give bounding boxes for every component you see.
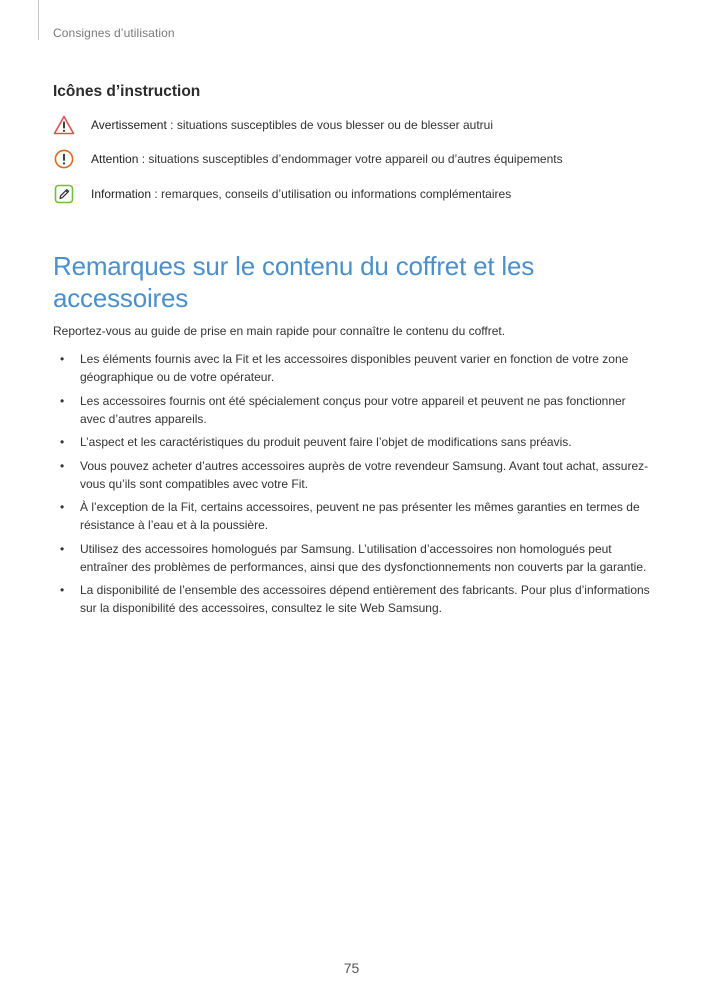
bullet-marker: • xyxy=(60,541,65,556)
list-item xyxy=(60,540,650,576)
bullet-marker: • xyxy=(60,458,65,473)
legend-text-information: : remarques, conseils d’utilisation ou informations complémentaires xyxy=(151,187,512,201)
bullet-marker: • xyxy=(60,583,65,597)
list-item-text: Les accessoires fournis ont été spécialement conçus pour votre appareil et peuvent ne pas fonctionner avec d’autres appareils. xyxy=(80,393,626,426)
bullet-marker: • xyxy=(60,500,65,514)
legend-description-warning xyxy=(91,118,493,132)
list-item-text: À l’exception de la Fit, certains accessoires, peuvent ne pas présenter les mêmes garanties en termes de résistance à l’eau et à la poussière. xyxy=(80,500,640,532)
list-item xyxy=(60,433,650,451)
bullet-marker: • xyxy=(60,393,65,408)
page-title: Remarques sur le contenu du coffret et les accessoires xyxy=(53,251,535,313)
legend-text-warning: : situations susceptibles de vous blesser ou de blesser autrui xyxy=(166,118,493,132)
list-item-text: Utilisez des accessoires homologués par Samsung. L’utilisation d’accessoires non homologués peut entraîner des problèmes de performances, ainsi que des dysfonctionnements non couverts par la garantie. xyxy=(80,541,647,574)
section-heading-icons: Icônes d’instruction xyxy=(53,83,201,100)
list-item-text: Vous pouvez acheter d’autres accessoires auprès de votre revendeur Samsung. Avant tout achat, assurez-vous qu’ils sont compatibles avec votre Fit. xyxy=(80,458,649,491)
warning-triangle-icon xyxy=(53,114,75,136)
accessories-bullet-list xyxy=(60,350,650,623)
list-item-text: La disponibilité de l’ensemble des accessoires dépend entièrement des fabricants. Pour plus d’informations sur la disponibilité des accessoires, consultez le site Web Samsung. xyxy=(80,583,650,615)
list-item xyxy=(60,457,650,493)
list-item xyxy=(60,350,650,386)
icon-legend-information xyxy=(53,183,511,205)
caution-exclamation-icon xyxy=(53,148,75,170)
legend-term-warning: Avertissement xyxy=(91,118,167,132)
page-number: 75 xyxy=(343,960,360,976)
list-item xyxy=(60,392,650,428)
icon-legend-caution xyxy=(53,148,563,170)
list-item xyxy=(60,498,650,534)
bullet-marker: • xyxy=(60,435,65,449)
intro-paragraph: Reportez-vous au guide de prise en main rapide pour connaître le contenu du coffret. xyxy=(53,324,506,338)
bullet-marker: • xyxy=(60,352,65,366)
note-pencil-icon xyxy=(53,183,75,205)
legend-description-information xyxy=(91,187,511,201)
running-header: Consignes d’utilisation xyxy=(53,26,175,40)
icon-legend-warning xyxy=(53,114,493,136)
legend-text-caution: : situations susceptibles d’endommager votre appareil ou d’autres équipements xyxy=(138,152,563,166)
list-item-text: L’aspect et les caractéristiques du produit peuvent faire l’objet de modifications sans préavis. xyxy=(80,435,572,449)
list-item xyxy=(60,581,650,617)
list-item-text: Les éléments fournis avec la Fit et les accessoires disponibles peuvent varier en fonction de votre zone géographique ou de votre opérateur. xyxy=(80,352,629,384)
legend-description-caution xyxy=(91,152,563,166)
legend-term-caution: Attention xyxy=(91,152,139,166)
header-rule xyxy=(38,0,39,40)
legend-term-information: Information xyxy=(91,187,152,201)
